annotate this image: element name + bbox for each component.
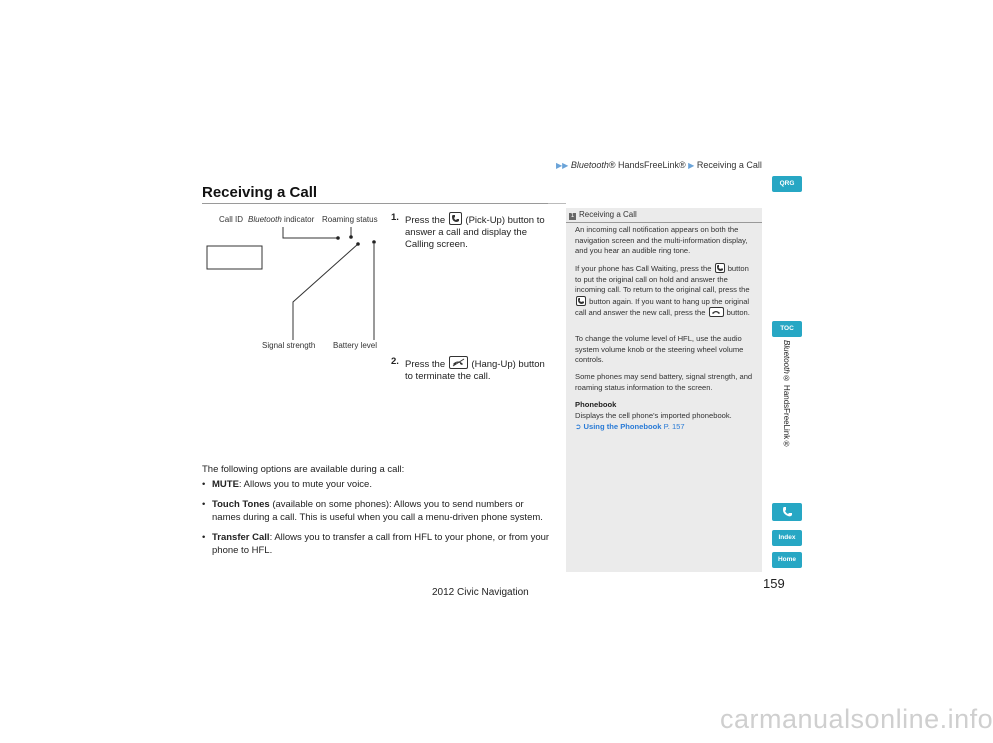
link-page[interactable]: P. 157 xyxy=(661,422,685,431)
side-chapter-title xyxy=(782,340,791,448)
link-arrow-icon: ➲ xyxy=(575,422,584,431)
option-text: (available on some phones): Allows you to send numbers or names during a call. This is useful when you call a menu-driven phone system. xyxy=(212,499,543,523)
label-battery: Battery level xyxy=(333,341,378,350)
side-title-rest: ® HandsFreeLink® xyxy=(782,373,791,449)
step-2-number: 2. xyxy=(391,356,399,367)
breadcrumb-hfl: ® HandsFreeLink® xyxy=(608,160,686,170)
step-1-number: 1. xyxy=(391,212,399,223)
option-term: Touch Tones xyxy=(212,499,270,510)
note-heading xyxy=(566,210,762,223)
title-rule-right xyxy=(548,203,566,204)
watermark: carmanualsonline.info xyxy=(720,704,993,734)
note-icon: 1 xyxy=(570,213,575,219)
roaming-dot xyxy=(349,235,353,239)
options-intro: The following options are available during a call: xyxy=(202,464,405,475)
step-1-pre: Press the xyxy=(405,215,448,226)
option-item: • MUTE: Allows you to mute your voice. xyxy=(202,479,372,490)
option-item: • Transfer Call: Allows you to transfer a call from HFL to your phone, or from your phone to HFL. xyxy=(202,532,550,556)
tab-phone[interactable] xyxy=(772,503,802,521)
link-text[interactable]: Using the Phonebook xyxy=(583,422,662,431)
signal-dot xyxy=(356,242,360,246)
call-id-box xyxy=(207,246,262,269)
battery-dot xyxy=(372,240,376,244)
label-bt-italic: Bluetooth xyxy=(248,215,282,224)
note-p2 xyxy=(575,263,755,319)
breadcrumb-arrow-icon: ▶▶ xyxy=(556,161,569,170)
note-p1: An incoming call notification appears on both the navigation screen and the multi-information display, and you hear an audible ring tone. xyxy=(575,225,748,256)
step-2-post: (Hang-Up) button to terminate the call. xyxy=(405,359,545,382)
step-2 xyxy=(391,356,551,383)
note-heading-text: Receiving a Call xyxy=(579,210,637,219)
breadcrumb-bt: Bluetooth xyxy=(570,160,609,170)
note-p2a: If your phone has Call Waiting, press the xyxy=(575,264,714,273)
title-rule xyxy=(202,203,548,204)
step-2-pre: Press the xyxy=(405,359,448,370)
option-term: MUTE xyxy=(212,479,239,490)
phone-icon xyxy=(772,503,802,521)
option-text: : Allows you to transfer a call from HFL to your phone, or from your phone to HFL. xyxy=(212,532,550,556)
note-phonebook-title xyxy=(575,400,755,411)
side-title-italic: Bluetooth xyxy=(782,340,791,374)
breadcrumb-arrow-icon: ▶ xyxy=(688,161,695,170)
note-p2d: button. xyxy=(724,308,750,318)
label-bt-rest: indicator xyxy=(281,215,315,224)
step-1 xyxy=(391,212,551,251)
note-phonebook-text: Displays the cell phone's imported phonebook. xyxy=(575,411,732,420)
label-signal: Signal strength xyxy=(262,341,316,350)
phonebook-title: Phonebook xyxy=(575,400,617,409)
option-text: : Allows you to mute your voice. xyxy=(238,479,372,490)
note-p2b: button to put the original call on hold and answer the incoming call. To return to the original call, press the xyxy=(575,264,750,295)
status-diagram xyxy=(200,222,390,344)
option-term: Transfer Call xyxy=(212,532,270,543)
tab-toc[interactable]: TOC xyxy=(772,321,802,337)
step-1-post: (Pick-Up) button to answer a call and display the Calling screen. xyxy=(405,215,545,250)
pick-up-icon xyxy=(715,263,725,273)
hang-up-icon xyxy=(449,356,468,369)
label-call-id: Call ID xyxy=(219,215,244,224)
bt-dot xyxy=(336,236,340,240)
tab-qrg[interactable]: QRG xyxy=(772,176,802,192)
bt-leader xyxy=(283,227,338,238)
phonebook-link[interactable] xyxy=(575,422,755,433)
page-number: 159 xyxy=(763,576,785,591)
note-p3: To change the volume level of HFL, use the audio system volume knob or the steering wheel volume controls. xyxy=(575,334,744,365)
pick-up-icon xyxy=(449,212,462,225)
breadcrumb-current: Receiving a Call xyxy=(696,160,762,170)
pick-up-icon xyxy=(576,296,586,306)
label-roaming: Roaming status xyxy=(322,215,378,224)
footer-text: 2012 Civic Navigation xyxy=(432,587,529,598)
option-item: • Touch Tones (available on some phones): Allows you to send numbers or names during a call. This is useful when you call a menu-driven phone system. xyxy=(202,499,543,523)
tab-index[interactable]: Index xyxy=(772,530,802,546)
signal-leader xyxy=(293,244,358,340)
breadcrumb xyxy=(556,160,762,170)
page-title: Receiving a Call xyxy=(202,184,318,201)
note-p4: Some phones may send battery, signal strength, and roaming status information to the screen. xyxy=(575,372,753,392)
tab-home[interactable]: Home xyxy=(772,552,802,568)
hang-up-icon xyxy=(709,307,724,317)
note-p2c: button again. If you want to hang up the original call and answer the new call, press the xyxy=(575,296,750,318)
